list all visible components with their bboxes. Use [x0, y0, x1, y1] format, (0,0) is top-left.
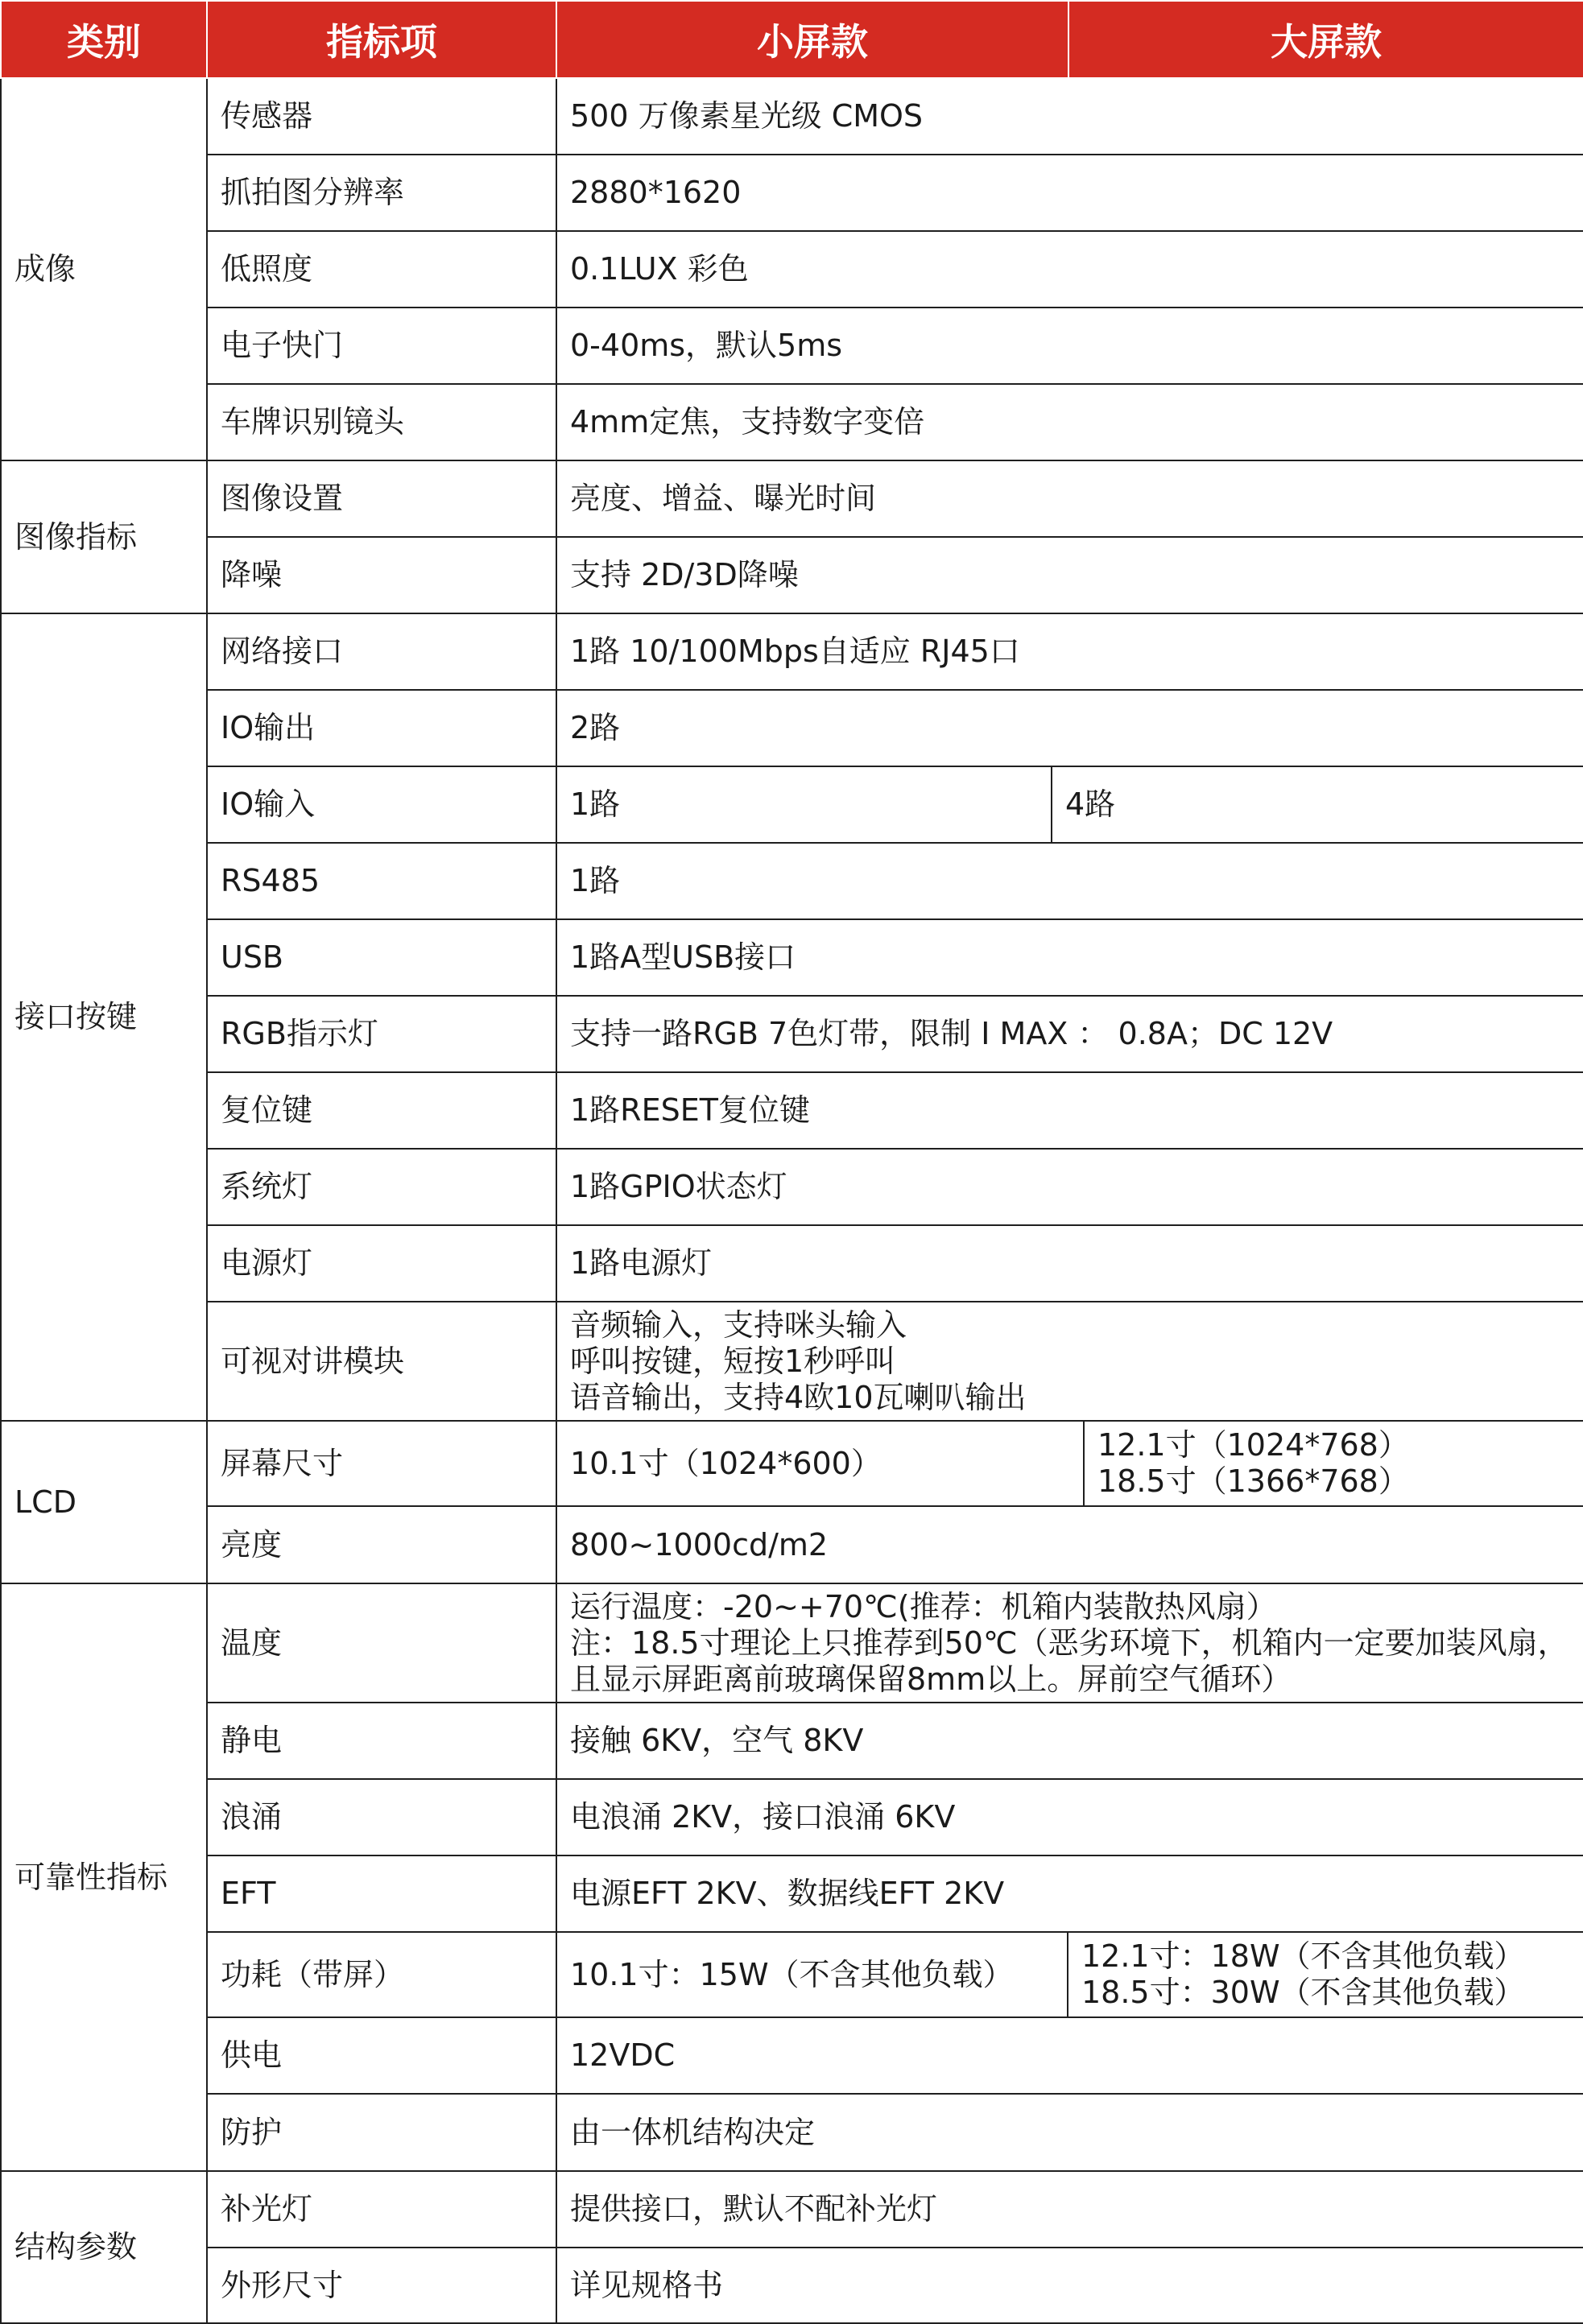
large-value: 4路 [1051, 767, 1583, 842]
item-cell: EFT [207, 1855, 556, 1932]
value-cell: 电源EFT 2KV、数据线EFT 2KV [556, 1855, 1583, 1932]
table-row [1, 2171, 1583, 2248]
table-row [1, 1302, 1583, 1421]
value-cell: 1路 10/100Mbps自适应 RJ45口 [556, 613, 1583, 690]
value-cell: 500 万像素星光级 CMOS [556, 78, 1583, 155]
value-cell: 12VDC [556, 2017, 1583, 2094]
table-row [1, 1506, 1583, 1583]
split-value [557, 1422, 1583, 1505]
table-row [1, 996, 1583, 1072]
value-cell: 1路A型USB接口 [556, 919, 1583, 996]
value-cell: 1路电源灯 [556, 1225, 1583, 1302]
item-cell: 温度 [207, 1583, 556, 1703]
value-cell: 支持一路RGB 7色灯带，限制 I MAX ： 0.8A；DC 12V [556, 996, 1583, 1072]
category-cell: 成像 [1, 78, 207, 460]
large-value [1083, 1422, 1583, 1505]
value-cell: 1路RESET复位键 [556, 1072, 1583, 1149]
item-cell: 静电 [207, 1703, 556, 1779]
item-cell: 浪涌 [207, 1779, 556, 1855]
category-cell: 接口按键 [1, 613, 207, 1421]
item-cell: 复位键 [207, 1072, 556, 1149]
small-value: 10.1寸（1024*600） [570, 1445, 882, 1481]
item-cell: 可视对讲模块 [207, 1302, 556, 1421]
item-cell: 网络接口 [207, 613, 556, 690]
table-row [1, 78, 1583, 155]
value-line: 18.5寸：30W（不含其他负载） [1081, 1975, 1525, 2010]
table-row [1, 2248, 1583, 2323]
item-cell: 图像设置 [207, 460, 556, 537]
split-value [557, 1933, 1583, 2016]
item-cell: USB [207, 919, 556, 996]
item-cell: 外形尺寸 [207, 2248, 556, 2323]
value-cell: 电浪涌 2KV，接口浪涌 6KV [556, 1779, 1583, 1855]
value-line: 呼叫按键，短按1秒呼叫 [570, 1343, 896, 1379]
table-row [1, 1703, 1583, 1779]
value-cell: 由一体机结构决定 [556, 2094, 1583, 2171]
category-cell: LCD [1, 1421, 207, 1583]
multiline-value-cell [556, 1583, 1583, 1703]
value-line: 注：18.5寸理论上只推荐到50℃（恶劣环境下，机箱内一定要加装风扇， [570, 1624, 1569, 1661]
item-cell: 亮度 [207, 1506, 556, 1583]
category-cell: 结构参数 [1, 2171, 207, 2323]
value-line: 12.1寸（1024*768） [1097, 1427, 1409, 1463]
item-cell: 低照度 [207, 231, 556, 308]
value-cell: 2路 [556, 690, 1583, 766]
table-row [1, 231, 1583, 308]
table-row [1, 613, 1583, 690]
value-cell: 支持 2D/3D降噪 [556, 537, 1583, 613]
table-row [1, 766, 1583, 843]
value-cell: 2880*1620 [556, 155, 1583, 231]
value-line: 且显示屏距离前玻璃保留8mm以上。屏前空气循环） [570, 1661, 1292, 1697]
table-row [1, 1225, 1583, 1302]
table-row [1, 460, 1583, 537]
table-row [1, 919, 1583, 996]
value-line: 12.1寸：18W（不含其他负载） [1081, 1938, 1525, 1974]
table-row [1, 1932, 1583, 2017]
item-cell: IO输入 [207, 766, 556, 843]
table-row [1, 1421, 1583, 1506]
table-row [1, 308, 1583, 384]
small-value: 1路 [570, 786, 621, 822]
item-cell: 系统灯 [207, 1149, 556, 1225]
category-cell: 可靠性指标 [1, 1583, 207, 2171]
split-value-cell [556, 766, 1583, 843]
split-value-cell [556, 1932, 1583, 2017]
item-cell: 供电 [207, 2017, 556, 2094]
header-large: 大屏款 [1068, 1, 1583, 78]
item-cell: 降噪 [207, 537, 556, 613]
item-cell: IO输出 [207, 690, 556, 766]
value-cell: 提供接口，默认不配补光灯 [556, 2171, 1583, 2248]
table-row [1, 1779, 1583, 1855]
header-item: 指标项 [207, 1, 556, 78]
item-cell: 功耗（带屏） [207, 1932, 556, 2017]
value-line: 语音输出，支持4欧10瓦喇叭输出 [570, 1379, 1027, 1415]
split-value [557, 767, 1583, 842]
header-small: 小屏款 [556, 1, 1068, 78]
category-cell: 图像指标 [1, 460, 207, 613]
multiline-value-cell [556, 1302, 1583, 1421]
value-cell: 0.1LUX 彩色 [556, 231, 1583, 308]
table-row [1, 1583, 1583, 1703]
table-row [1, 537, 1583, 613]
large-value [1067, 1933, 1583, 2016]
value-cell: 接触 6KV，空气 8KV [556, 1703, 1583, 1779]
value-cell: 4mm定焦，支持数字变倍 [556, 384, 1583, 460]
value-line: 运行温度：-20~+70℃(推荐：机箱内装散热风扇） [570, 1588, 1277, 1624]
value-cell: 800~1000cd/m2 [556, 1506, 1583, 1583]
value-cell: 0-40ms，默认5ms [556, 308, 1583, 384]
item-cell: 车牌识别镜头 [207, 384, 556, 460]
table-row [1, 843, 1583, 919]
header-row [1, 1, 1583, 78]
table-row [1, 2017, 1583, 2094]
item-cell: 补光灯 [207, 2171, 556, 2248]
table-row [1, 384, 1583, 460]
table-row [1, 1072, 1583, 1149]
item-cell: 电源灯 [207, 1225, 556, 1302]
table-row [1, 2094, 1583, 2171]
table-row [1, 1149, 1583, 1225]
item-cell: 传感器 [207, 78, 556, 155]
item-cell: 防护 [207, 2094, 556, 2171]
value-cell: 亮度、增益、曝光时间 [556, 460, 1583, 537]
table-row [1, 1855, 1583, 1932]
header-category: 类别 [1, 1, 207, 78]
small-value: 10.1寸：15W（不含其他负载） [570, 1956, 1014, 1992]
value-cell: 1路 [556, 843, 1583, 919]
item-cell: RS485 [207, 843, 556, 919]
value-line: 音频输入，支持咪头输入 [570, 1306, 907, 1343]
item-cell: RGB指示灯 [207, 996, 556, 1072]
item-cell: 抓拍图分辨率 [207, 155, 556, 231]
split-value-cell [556, 1421, 1583, 1506]
value-cell: 1路GPIO状态灯 [556, 1149, 1583, 1225]
value-line: 18.5寸（1366*768） [1097, 1463, 1409, 1499]
table-row [1, 155, 1583, 231]
item-cell: 电子快门 [207, 308, 556, 384]
table-row [1, 690, 1583, 766]
value-cell: 详见规格书 [556, 2248, 1583, 2323]
item-cell: 屏幕尺寸 [207, 1421, 556, 1506]
